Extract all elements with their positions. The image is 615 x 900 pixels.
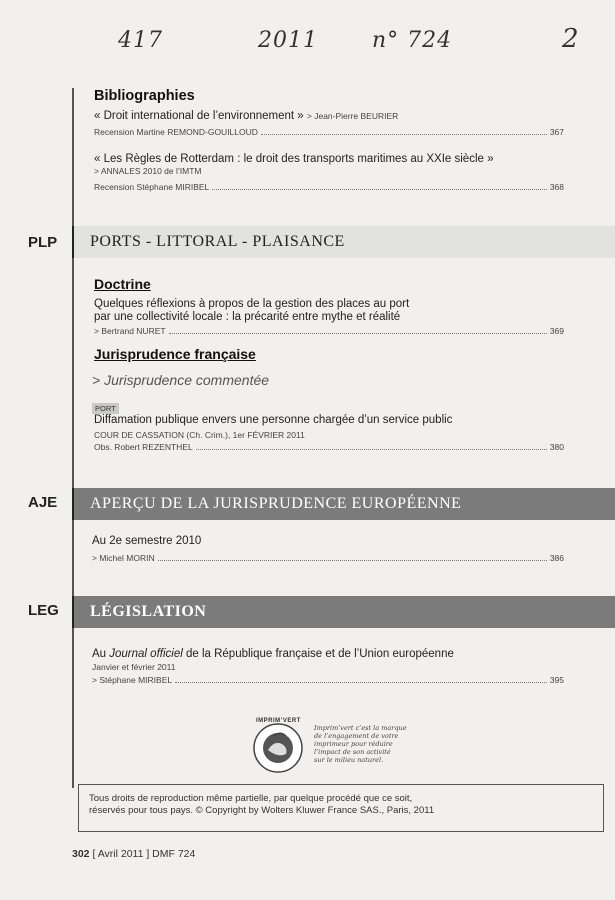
biblio-entry-2-leader: Recension Stéphane MIRIBEL 368: [94, 182, 564, 192]
biblio-entry-2-subtitle: > ANNALES 2010 de l’IMTM: [94, 166, 202, 176]
doctrine-page: 369: [549, 326, 564, 336]
section-band-aje-title: APERÇU DE LA JURISPRUDENCE EUROPÉENNE: [90, 495, 462, 512]
page-footer: [72, 848, 195, 860]
section-code-plp: PLP: [28, 234, 58, 251]
jurisprudence-page: 380: [549, 442, 564, 452]
leg-page: 395: [549, 675, 564, 685]
leg-period: Janvier et février 2011: [92, 662, 176, 672]
copyright-line-1: Tous droits de reproduction même partielle, par quelque procédé que ce soit,: [89, 793, 413, 804]
imprimvert-label: IMPRIM’VERT: [256, 718, 301, 724]
leg-leader: > Stéphane MIRIBEL 395: [92, 675, 564, 685]
imprimvert-text: Imprim’vert c’est la marque de l’engagement de votre imprimeur pour réduire l’impact de son activité sur le milieu naturel.: [314, 724, 407, 764]
section-code-leg: LEG: [28, 602, 59, 619]
copyright-line-2: réservés pour tous pays. © Copyright by Wolters Kluwer France SAS., Paris, 2011: [89, 805, 435, 816]
imprimvert-logo-icon: [252, 722, 304, 774]
bibliographies-heading: Bibliographies: [94, 88, 195, 104]
leg-title[interactable]: Au Journal officiel de la République française et de l’Union européenne: [92, 648, 454, 660]
handwritten-year: 2011: [258, 28, 318, 53]
handwritten-corner: 2: [562, 24, 580, 54]
section-band-plp-title: PORTS - LITTORAL - PLAISANCE: [90, 233, 345, 250]
jurisprudence-heading: Jurisprudence française: [94, 346, 256, 362]
copyright-box: [78, 784, 604, 832]
doctrine-title-line2[interactable]: par une collectivité locale : la précarité entre mythe et réalité: [94, 311, 401, 323]
biblio-entry-1-leader: Recension Martine REMOND-GOUILLOUD 367: [94, 127, 564, 137]
jurisprudence-leader: Obs. Robert REZENTHEL 380: [94, 442, 564, 452]
doctrine-heading: Doctrine: [94, 276, 151, 292]
section-band-aje: [72, 488, 615, 520]
handwritten-ref: 417: [118, 28, 163, 53]
biblio-entry-1-page: 367: [549, 127, 564, 137]
jurisprudence-title[interactable]: Diffamation publique envers une personne chargée d’un service public: [94, 414, 453, 426]
section-code-aje: AJE: [28, 494, 58, 511]
handwritten-issue: n° 724: [372, 28, 453, 53]
section-band-leg: [72, 596, 615, 628]
section-band-plp: [72, 226, 615, 258]
imprimvert-logo: [252, 722, 304, 774]
doctrine-title-line1[interactable]: Quelques réflexions à propos de la gestion des places au port: [94, 298, 410, 310]
biblio-entry-1-author: > Jean-Pierre BEURIER: [306, 111, 399, 121]
doctrine-leader: > Bertrand NURET 369: [94, 326, 564, 336]
biblio-entry-2-page: 368: [549, 182, 564, 192]
aje-leader: > Michel MORIN 386: [92, 553, 564, 563]
biblio-entry-2-title[interactable]: « Les Règles de Rotterdam : le droit des transports maritimes au XXIe siècle »: [94, 153, 494, 165]
issue-info: [ Avril 2011 ] DMF 724: [92, 848, 196, 860]
aje-page: 386: [549, 553, 564, 563]
biblio-entry-1-title[interactable]: « Droit international de l’environnement » > Jean-Pierre BEURIER: [94, 110, 399, 122]
section-band-leg-title: LÉGISLATION: [90, 603, 207, 620]
port-tag: PORT: [92, 403, 119, 414]
jurisprudence-court: COUR DE CASSATION (Ch. Crim.), 1er FÉVRIER 2011: [94, 430, 305, 440]
page-number: 302: [72, 848, 90, 860]
aje-title[interactable]: Au 2e semestre 2010: [92, 535, 202, 547]
jurisprudence-subheading: > Jurisprudence commentée: [92, 372, 270, 388]
left-rule: [72, 88, 74, 788]
